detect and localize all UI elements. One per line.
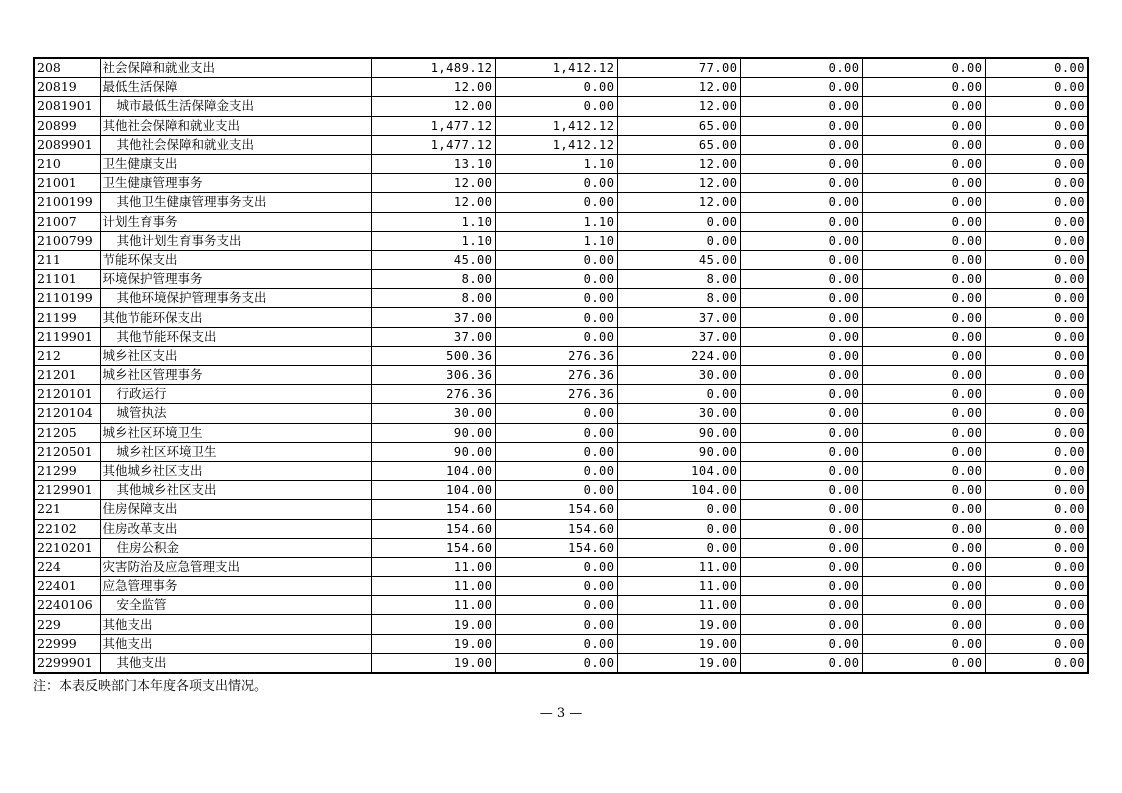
amount-cell: 154.60 [495,519,617,538]
amount-cell: 12.00 [617,193,740,212]
amount-cell: 0.00 [740,212,862,231]
amount-cell: 154.60 [371,500,495,519]
amount-cell: 0.00 [985,404,1088,423]
amount-cell: 0.00 [740,404,862,423]
amount-cell: 0.00 [740,538,862,557]
subject-name-cell: 其他节能环保支出 [100,308,371,327]
amount-cell: 0.00 [740,327,862,346]
subject-code-cell: 2120101 [34,385,100,404]
amount-cell: 90.00 [371,442,495,461]
amount-cell: 0.00 [985,135,1088,154]
amount-cell: 0.00 [740,481,862,500]
amount-cell: 0.00 [740,634,862,653]
amount-cell: 30.00 [371,404,495,423]
amount-cell: 0.00 [862,615,985,634]
amount-cell: 0.00 [740,519,862,538]
subject-name-cell: 安全监管 [100,596,371,615]
table-row [34,615,1088,634]
table-row [34,327,1088,346]
subject-code-cell: 210 [34,154,100,173]
subject-code-cell: 2120501 [34,442,100,461]
amount-cell: 11.00 [371,596,495,615]
subject-name-cell: 城管执法 [100,404,371,423]
amount-cell: 0.00 [740,174,862,193]
table-row [34,596,1088,615]
subject-name-cell: 城乡社区环境卫生 [100,423,371,442]
subject-name-cell: 其他支出 [100,634,371,653]
amount-cell: 0.00 [617,231,740,250]
subject-code-cell: 2240106 [34,596,100,615]
amount-cell: 0.00 [740,135,862,154]
amount-cell: 0.00 [495,461,617,480]
amount-cell: 11.00 [617,557,740,576]
amount-cell: 0.00 [740,423,862,442]
amount-cell: 0.00 [985,519,1088,538]
table-row [34,366,1088,385]
amount-cell: 12.00 [617,97,740,116]
table-row [34,385,1088,404]
amount-cell: 0.00 [862,385,985,404]
subject-name-cell: 城市最低生活保障金支出 [100,97,371,116]
amount-cell: 276.36 [495,385,617,404]
amount-cell: 19.00 [371,615,495,634]
subject-name-cell: 灾害防治及应急管理支出 [100,557,371,576]
amount-cell: 0.00 [617,212,740,231]
amount-cell: 0.00 [862,423,985,442]
amount-cell: 1,477.12 [371,116,495,135]
subject-code-cell: 20819 [34,78,100,97]
amount-cell: 276.36 [371,385,495,404]
amount-cell: 37.00 [371,327,495,346]
expenditure-table [33,57,1089,674]
table-row [34,193,1088,212]
amount-cell: 0.00 [740,596,862,615]
amount-cell: 0.00 [495,250,617,269]
amount-cell: 0.00 [862,461,985,480]
amount-cell: 0.00 [862,174,985,193]
amount-cell: 0.00 [985,423,1088,442]
subject-code-cell: 221 [34,500,100,519]
subject-name-cell: 最低生活保障 [100,78,371,97]
amount-cell: 0.00 [985,461,1088,480]
subject-name-cell: 其他支出 [100,653,371,673]
amount-cell: 0.00 [862,366,985,385]
amount-cell: 0.00 [495,634,617,653]
amount-cell: 0.00 [740,308,862,327]
amount-cell: 8.00 [371,270,495,289]
amount-cell: 0.00 [495,193,617,212]
amount-cell: 0.00 [740,442,862,461]
amount-cell: 1,489.12 [371,58,495,78]
subject-name-cell: 其他城乡社区支出 [100,481,371,500]
amount-cell: 0.00 [862,500,985,519]
amount-cell: 0.00 [985,250,1088,269]
amount-cell: 0.00 [862,404,985,423]
table-row [34,270,1088,289]
table-row [34,423,1088,442]
table-row [34,634,1088,653]
table-row [34,461,1088,480]
table-row [34,250,1088,269]
subject-code-cell: 21201 [34,366,100,385]
table-row [34,500,1088,519]
amount-cell: 19.00 [617,634,740,653]
table-row [34,154,1088,173]
amount-cell: 0.00 [862,97,985,116]
amount-cell: 0.00 [740,154,862,173]
amount-cell: 0.00 [862,346,985,365]
amount-cell: 0.00 [985,346,1088,365]
amount-cell: 0.00 [617,519,740,538]
subject-code-cell: 2120104 [34,404,100,423]
amount-cell: 0.00 [740,250,862,269]
amount-cell: 0.00 [740,270,862,289]
table-row [34,442,1088,461]
subject-name-cell: 其他城乡社区支出 [100,461,371,480]
table-row [34,97,1088,116]
amount-cell: 8.00 [617,270,740,289]
amount-cell: 65.00 [617,116,740,135]
amount-cell: 0.00 [862,653,985,673]
subject-code-cell: 21007 [34,212,100,231]
amount-cell: 19.00 [371,653,495,673]
subject-code-cell: 20899 [34,116,100,135]
amount-cell: 0.00 [985,481,1088,500]
amount-cell: 224.00 [617,346,740,365]
subject-code-cell: 211 [34,250,100,269]
amount-cell: 0.00 [862,308,985,327]
subject-code-cell: 2299901 [34,653,100,673]
amount-cell: 90.00 [371,423,495,442]
amount-cell: 1.10 [371,212,495,231]
amount-cell: 0.00 [985,174,1088,193]
amount-cell: 0.00 [862,577,985,596]
amount-cell: 0.00 [862,78,985,97]
subject-code-cell: 2119901 [34,327,100,346]
table-row [34,481,1088,500]
amount-cell: 77.00 [617,58,740,78]
amount-cell: 0.00 [985,231,1088,250]
amount-cell: 0.00 [985,442,1088,461]
amount-cell: 0.00 [740,78,862,97]
subject-name-cell: 行政运行 [100,385,371,404]
amount-cell: 0.00 [495,557,617,576]
subject-name-cell: 城乡社区支出 [100,346,371,365]
subject-name-cell: 其他卫生健康管理事务支出 [100,193,371,212]
amount-cell: 0.00 [985,116,1088,135]
subject-code-cell: 21199 [34,308,100,327]
subject-name-cell: 节能环保支出 [100,250,371,269]
amount-cell: 0.00 [862,193,985,212]
amount-cell: 0.00 [985,615,1088,634]
table-row [34,212,1088,231]
amount-cell: 0.00 [617,538,740,557]
amount-cell: 0.00 [740,231,862,250]
subject-code-cell: 2110199 [34,289,100,308]
subject-name-cell: 城乡社区管理事务 [100,366,371,385]
subject-code-cell: 2100799 [34,231,100,250]
subject-code-cell: 2210201 [34,538,100,557]
subject-code-cell: 22401 [34,577,100,596]
amount-cell: 0.00 [740,366,862,385]
amount-cell: 0.00 [495,327,617,346]
amount-cell: 30.00 [617,404,740,423]
amount-cell: 1.10 [495,154,617,173]
amount-cell: 0.00 [740,615,862,634]
subject-code-cell: 2100199 [34,193,100,212]
amount-cell: 0.00 [495,653,617,673]
table-row [34,231,1088,250]
subject-name-cell: 其他支出 [100,615,371,634]
amount-cell: 37.00 [617,327,740,346]
amount-cell: 0.00 [495,97,617,116]
amount-cell: 12.00 [617,78,740,97]
amount-cell: 0.00 [862,442,985,461]
amount-cell: 0.00 [740,577,862,596]
amount-cell: 0.00 [495,78,617,97]
amount-cell: 0.00 [740,461,862,480]
amount-cell: 154.60 [371,538,495,557]
amount-cell: 0.00 [985,327,1088,346]
amount-cell: 0.00 [740,116,862,135]
amount-cell: 0.00 [985,577,1088,596]
amount-cell: 0.00 [862,250,985,269]
page-number: — 3 — [539,706,583,721]
amount-cell: 12.00 [371,193,495,212]
amount-cell: 65.00 [617,135,740,154]
amount-cell: 0.00 [985,270,1088,289]
amount-cell: 0.00 [985,538,1088,557]
amount-cell: 0.00 [985,385,1088,404]
subject-name-cell: 卫生健康管理事务 [100,174,371,193]
amount-cell: 0.00 [985,634,1088,653]
amount-cell: 276.36 [495,366,617,385]
subject-name-cell: 住房公积金 [100,538,371,557]
amount-cell: 0.00 [862,212,985,231]
amount-cell: 8.00 [371,289,495,308]
subject-name-cell: 城乡社区环境卫生 [100,442,371,461]
amount-cell: 0.00 [740,385,862,404]
subject-name-cell: 住房改革支出 [100,519,371,538]
amount-cell: 0.00 [985,500,1088,519]
amount-cell: 276.36 [495,346,617,365]
subject-code-cell: 2089901 [34,135,100,154]
amount-cell: 11.00 [371,557,495,576]
amount-cell: 1,412.12 [495,116,617,135]
table-row [34,577,1088,596]
amount-cell: 0.00 [985,366,1088,385]
subject-name-cell: 环境保护管理事务 [100,270,371,289]
amount-cell: 12.00 [371,174,495,193]
amount-cell: 90.00 [617,423,740,442]
amount-cell: 0.00 [862,327,985,346]
table-row [34,653,1088,673]
amount-cell: 8.00 [617,289,740,308]
amount-cell: 0.00 [862,116,985,135]
amount-cell: 12.00 [617,154,740,173]
amount-cell: 0.00 [862,596,985,615]
subject-name-cell: 其他节能环保支出 [100,327,371,346]
amount-cell: 45.00 [371,250,495,269]
subject-name-cell: 计划生育事务 [100,212,371,231]
amount-cell: 0.00 [862,538,985,557]
amount-cell: 0.00 [495,577,617,596]
subject-name-cell: 其他社会保障和就业支出 [100,116,371,135]
amount-cell: 0.00 [862,231,985,250]
amount-cell: 0.00 [740,557,862,576]
amount-cell: 0.00 [495,404,617,423]
amount-cell: 45.00 [617,250,740,269]
amount-cell: 0.00 [617,385,740,404]
subject-code-cell: 224 [34,557,100,576]
subject-code-cell: 21101 [34,270,100,289]
amount-cell: 0.00 [862,135,985,154]
amount-cell: 0.00 [495,308,617,327]
amount-cell: 0.00 [985,78,1088,97]
amount-cell: 90.00 [617,442,740,461]
amount-cell: 19.00 [371,634,495,653]
amount-cell: 0.00 [985,97,1088,116]
amount-cell: 19.00 [617,615,740,634]
subject-code-cell: 21001 [34,174,100,193]
subject-name-cell: 卫生健康支出 [100,154,371,173]
amount-cell: 0.00 [495,615,617,634]
amount-cell: 0.00 [740,500,862,519]
amount-cell: 0.00 [740,289,862,308]
table-row [34,289,1088,308]
subject-name-cell: 应急管理事务 [100,577,371,596]
subject-code-cell: 22999 [34,634,100,653]
table-row [34,174,1088,193]
amount-cell: 37.00 [371,308,495,327]
subject-code-cell: 21299 [34,461,100,480]
table-row [34,557,1088,576]
amount-cell: 0.00 [985,596,1088,615]
amount-cell: 0.00 [985,193,1088,212]
amount-cell: 11.00 [617,596,740,615]
amount-cell: 11.00 [371,577,495,596]
amount-cell: 0.00 [495,174,617,193]
table-footnote: 注：本表反映部门本年度各项支出情况。 [33,679,268,694]
table-row [34,519,1088,538]
amount-cell: 0.00 [862,289,985,308]
amount-cell: 30.00 [617,366,740,385]
amount-cell: 104.00 [371,461,495,480]
amount-cell: 11.00 [617,577,740,596]
amount-cell: 1.10 [495,212,617,231]
amount-cell: 37.00 [617,308,740,327]
amount-cell: 0.00 [985,154,1088,173]
amount-cell: 0.00 [862,270,985,289]
subject-code-cell: 2129901 [34,481,100,500]
amount-cell: 0.00 [495,481,617,500]
amount-cell: 0.00 [985,557,1088,576]
amount-cell: 1.10 [495,231,617,250]
subject-code-cell: 229 [34,615,100,634]
subject-code-cell: 21205 [34,423,100,442]
amount-cell: 1.10 [371,231,495,250]
amount-cell: 104.00 [371,481,495,500]
amount-cell: 0.00 [862,58,985,78]
amount-cell: 0.00 [985,212,1088,231]
amount-cell: 0.00 [740,346,862,365]
subject-name-cell: 住房保障支出 [100,500,371,519]
amount-cell: 0.00 [862,634,985,653]
amount-cell: 0.00 [495,596,617,615]
amount-cell: 13.10 [371,154,495,173]
amount-cell: 0.00 [495,442,617,461]
amount-cell: 1,477.12 [371,135,495,154]
amount-cell: 0.00 [985,653,1088,673]
amount-cell: 1,412.12 [495,135,617,154]
amount-cell: 1,412.12 [495,58,617,78]
table-row [34,308,1088,327]
amount-cell: 0.00 [495,423,617,442]
amount-cell: 0.00 [985,289,1088,308]
amount-cell: 0.00 [985,58,1088,78]
amount-cell: 19.00 [617,653,740,673]
subject-code-cell: 208 [34,58,100,78]
amount-cell: 0.00 [740,653,862,673]
amount-cell: 0.00 [495,289,617,308]
table-row [34,58,1088,78]
amount-cell: 0.00 [740,193,862,212]
table-row [34,404,1088,423]
table-body [34,58,1088,673]
subject-name-cell: 其他计划生育事务支出 [100,231,371,250]
subject-name-cell: 其他环境保护管理事务支出 [100,289,371,308]
table-row [34,116,1088,135]
amount-cell: 12.00 [617,174,740,193]
table-row [34,78,1088,97]
amount-cell: 104.00 [617,461,740,480]
subject-code-cell: 22102 [34,519,100,538]
amount-cell: 0.00 [862,481,985,500]
amount-cell: 104.00 [617,481,740,500]
amount-cell: 154.60 [495,500,617,519]
amount-cell: 306.36 [371,366,495,385]
amount-cell: 12.00 [371,97,495,116]
amount-cell: 154.60 [495,538,617,557]
subject-name-cell: 其他社会保障和就业支出 [100,135,371,154]
amount-cell: 0.00 [862,519,985,538]
subject-code-cell: 212 [34,346,100,365]
table-row [34,135,1088,154]
subject-name-cell: 社会保障和就业支出 [100,58,371,78]
amount-cell: 0.00 [495,270,617,289]
amount-cell: 12.00 [371,78,495,97]
amount-cell: 0.00 [740,58,862,78]
amount-cell: 0.00 [862,557,985,576]
amount-cell: 0.00 [862,154,985,173]
subject-code-cell: 2081901 [34,97,100,116]
table-row [34,538,1088,557]
amount-cell: 0.00 [617,500,740,519]
amount-cell: 500.36 [371,346,495,365]
amount-cell: 0.00 [985,308,1088,327]
table-row [34,346,1088,365]
amount-cell: 0.00 [740,97,862,116]
amount-cell: 154.60 [371,519,495,538]
